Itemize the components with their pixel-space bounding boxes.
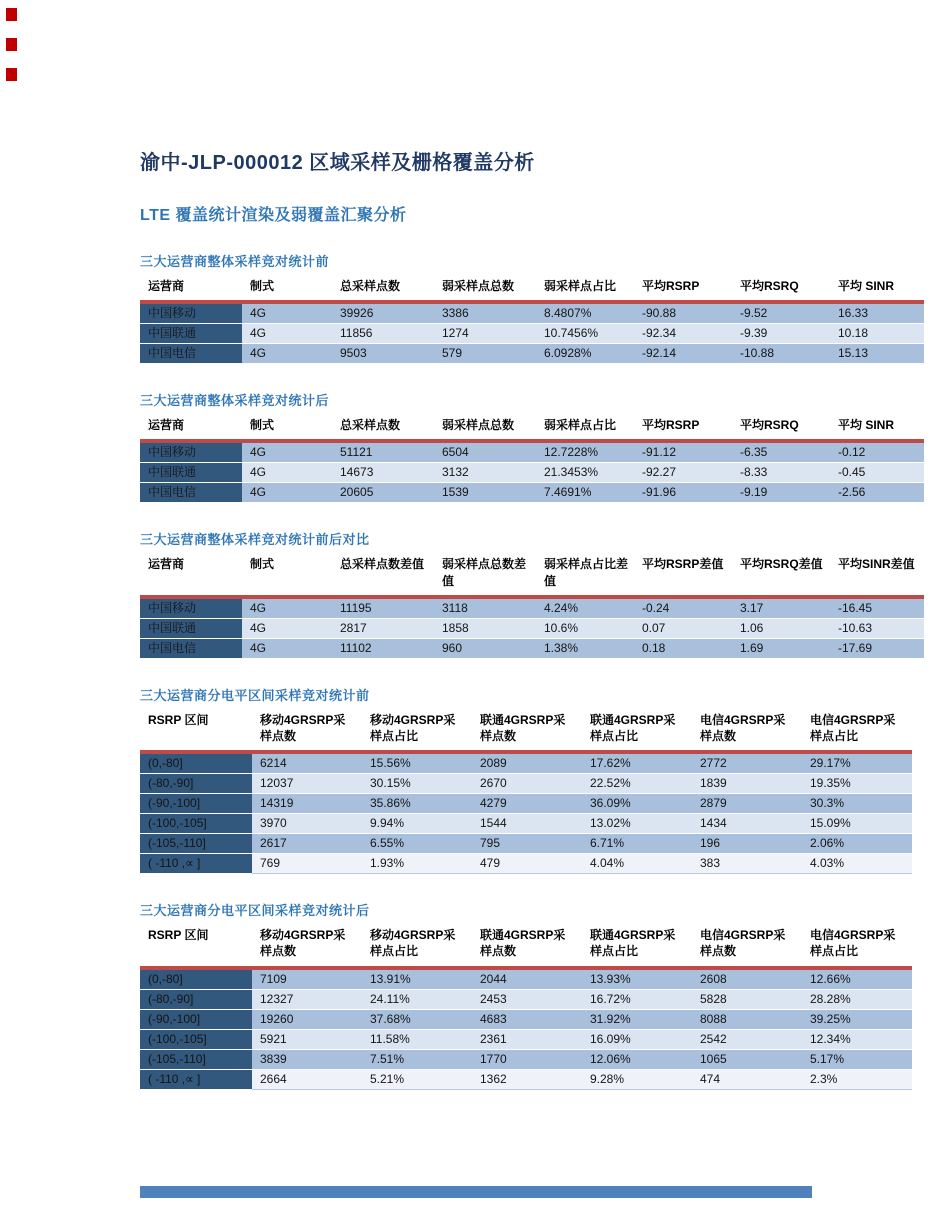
footer-bar [140,1186,812,1198]
data-cell: 4G [242,463,332,483]
column-header: 制式 [242,277,332,302]
column-header: 制式 [242,416,332,441]
data-cell: 21.3453% [536,463,634,483]
data-cell: -0.24 [634,597,732,619]
edge-revision-mark [6,8,17,21]
column-header: 电信4GRSRP采样点数 [692,926,802,967]
data-cell: 14673 [332,463,434,483]
table-row [140,483,924,503]
column-header: RSRP 区间 [140,926,252,967]
data-cell: 2670 [472,774,582,794]
data-cell: 6.55% [362,834,472,854]
data-cell: 30.15% [362,774,472,794]
data-cell: 4G [242,441,332,463]
data-table [140,555,924,658]
data-cell: 960 [434,638,536,658]
data-cell: 6.71% [582,834,692,854]
section-heading: 三大运营商整体采样竞对统计前 [140,254,330,269]
data-cell: 30.3% [802,794,912,814]
column-header: 弱采样点总数 [434,416,536,441]
data-cell: 9.28% [582,1069,692,1089]
sections-container [140,251,915,1090]
data-cell: 3970 [252,814,362,834]
data-cell: 4G [242,344,332,364]
row-header-cell: (-80,-90] [140,774,252,794]
column-header: 平均 SINR [830,277,924,302]
data-cell: 37.68% [362,1009,472,1029]
column-header: 总采样点数 [332,277,434,302]
table-row [140,302,924,324]
data-cell: 7.51% [362,1049,472,1069]
row-header-cell: (-90,-100] [140,794,252,814]
row-header-cell: ( -110 ,∝ ] [140,1069,252,1089]
data-cell: 4G [242,483,332,503]
data-cell: -9.39 [732,324,830,344]
data-cell: 28.28% [802,989,912,1009]
column-header: 总采样点数 [332,416,434,441]
data-cell: -9.52 [732,302,830,324]
data-cell: 31.92% [582,1009,692,1029]
data-cell: 19260 [252,1009,362,1029]
column-header: 平均RSRP [634,277,732,302]
document-content [140,0,915,1104]
data-cell: 1.69 [732,638,830,658]
data-cell: 3118 [434,597,536,619]
data-cell: 1362 [472,1069,582,1089]
row-header-cell: 中国联通 [140,618,242,638]
data-cell: 474 [692,1069,802,1089]
table-row [140,854,912,874]
row-header-cell: 中国电信 [140,483,242,503]
data-cell: -92.27 [634,463,732,483]
data-cell: 2542 [692,1029,802,1049]
data-cell: 6.0928% [536,344,634,364]
row-header-cell: (-100,-105] [140,814,252,834]
header-row [140,711,912,752]
data-cell: 2664 [252,1069,362,1089]
edge-revision-mark [6,38,17,51]
data-cell: 4.03% [802,854,912,874]
edge-revision-mark [6,68,17,81]
data-cell: 2089 [472,752,582,774]
column-header: 弱采样点占比 [536,277,634,302]
data-cell: 2608 [692,968,802,990]
column-header: RSRP 区间 [140,711,252,752]
column-header: 电信4GRSRP采样点数 [692,711,802,752]
data-cell: 12.66% [802,968,912,990]
column-header: 联通4GRSRP采样点占比 [582,711,692,752]
column-header: 平均RSRQ [732,416,830,441]
data-cell: 12.7228% [536,441,634,463]
page-subtitle: LTE 覆盖统计渲染及弱覆盖汇聚分析 [140,207,407,224]
data-cell: 1839 [692,774,802,794]
data-cell: 2044 [472,968,582,990]
data-cell: 1858 [434,618,536,638]
section-heading: 三大运营商分电平区间采样竞对统计前 [140,687,370,703]
data-cell: 1544 [472,814,582,834]
data-cell: -91.96 [634,483,732,503]
data-cell: 1.93% [362,854,472,874]
data-cell: 769 [252,854,362,874]
header-row [140,926,912,967]
column-header: 平均 SINR [830,416,924,441]
table-row [140,814,912,834]
data-cell: 12327 [252,989,362,1009]
data-cell: 12037 [252,774,362,794]
data-cell: -92.34 [634,324,732,344]
section-heading: 三大运营商分电平区间采样竞对统计后 [140,903,370,919]
data-cell: 479 [472,854,582,874]
data-cell: 17.62% [582,752,692,774]
row-header-cell: (-105,-110] [140,1049,252,1069]
page-title: 渝中-JLP-000012 区域采样及栅格覆盖分析 [140,152,535,174]
data-cell: 795 [472,834,582,854]
column-header: 弱采样点总数 [434,277,536,302]
data-cell: 14319 [252,794,362,814]
data-cell: 5921 [252,1029,362,1049]
data-cell: 16.09% [582,1029,692,1049]
row-header-cell: 中国移动 [140,441,242,463]
data-cell: 4G [242,618,332,638]
data-cell: -9.19 [732,483,830,503]
row-header-cell: (-80,-90] [140,989,252,1009]
table-row [140,463,924,483]
data-cell: -17.69 [830,638,924,658]
row-header-cell: 中国移动 [140,302,242,324]
data-cell: 5.17% [802,1049,912,1069]
data-cell: 4G [242,324,332,344]
data-cell: 29.17% [802,752,912,774]
row-header-cell: (-105,-110] [140,834,252,854]
data-cell: 8088 [692,1009,802,1029]
section-heading: 三大运营商整体采样竞对统计后 [140,393,330,409]
data-cell: 10.18 [830,324,924,344]
header-row [140,277,924,302]
data-cell: 2.3% [802,1069,912,1089]
column-header: 运营商 [140,416,242,441]
data-cell: 22.52% [582,774,692,794]
data-cell: 3386 [434,302,536,324]
data-cell: 5828 [692,989,802,1009]
data-cell: 11.58% [362,1029,472,1049]
column-header: 弱采样点总数差值 [434,555,536,596]
data-cell: 9503 [332,344,434,364]
data-cell: 6504 [434,441,536,463]
table-row [140,968,912,990]
data-cell: 4.04% [582,854,692,874]
data-cell: 16.33 [830,302,924,324]
data-cell: 1434 [692,814,802,834]
data-table [140,416,924,503]
data-cell: -6.35 [732,441,830,463]
data-cell: 11856 [332,324,434,344]
data-cell: -0.12 [830,441,924,463]
column-header: 弱采样点占比差值 [536,555,634,596]
table-row [140,834,912,854]
table-row [140,597,924,619]
data-cell: 15.09% [802,814,912,834]
data-cell: 2453 [472,989,582,1009]
data-cell: 196 [692,834,802,854]
column-header: 运营商 [140,555,242,596]
data-cell: 8.4807% [536,302,634,324]
column-header: 联通4GRSRP采样点数 [472,711,582,752]
row-header-cell: 中国电信 [140,344,242,364]
data-cell: 1770 [472,1049,582,1069]
column-header: 平均RSRP差值 [634,555,732,596]
data-cell: 2879 [692,794,802,814]
data-cell: 36.09% [582,794,692,814]
data-cell: 579 [434,344,536,364]
data-cell: 4683 [472,1009,582,1029]
column-header: 平均RSRP [634,416,732,441]
data-cell: 1274 [434,324,536,344]
column-header: 移动4GRSRP采样点占比 [362,711,472,752]
row-header-cell: 中国移动 [140,597,242,619]
data-table [140,926,912,1089]
data-cell: 16.72% [582,989,692,1009]
table-row [140,774,912,794]
row-header-cell: (-90,-100] [140,1009,252,1029]
data-cell: 12.06% [582,1049,692,1069]
data-cell: 51121 [332,441,434,463]
data-cell: 7.4691% [536,483,634,503]
data-cell: -10.63 [830,618,924,638]
data-cell: 2772 [692,752,802,774]
column-header: 运营商 [140,277,242,302]
data-cell: -2.56 [830,483,924,503]
data-cell: 15.13 [830,344,924,364]
data-cell: 2.06% [802,834,912,854]
data-cell: 35.86% [362,794,472,814]
data-cell: 4279 [472,794,582,814]
table-row [140,618,924,638]
data-cell: 383 [692,854,802,874]
data-cell: 10.7456% [536,324,634,344]
data-cell: 4G [242,302,332,324]
data-table [140,711,912,874]
data-cell: 11195 [332,597,434,619]
data-cell: 19.35% [802,774,912,794]
header-row [140,555,924,596]
data-cell: 7109 [252,968,362,990]
data-cell: 3839 [252,1049,362,1069]
data-cell: 2617 [252,834,362,854]
data-cell: 13.93% [582,968,692,990]
data-cell: 10.6% [536,618,634,638]
table-row [140,1049,912,1069]
data-cell: 1.06 [732,618,830,638]
row-header-cell: 中国联通 [140,324,242,344]
data-cell: 4.24% [536,597,634,619]
column-header: 弱采样点占比 [536,416,634,441]
row-header-cell: (0,-80] [140,752,252,774]
column-header: 总采样点数差值 [332,555,434,596]
column-header: 移动4GRSRP采样点数 [252,711,362,752]
data-cell: 1.38% [536,638,634,658]
data-cell: 2817 [332,618,434,638]
table-row [140,324,924,344]
data-cell: 12.34% [802,1029,912,1049]
data-cell: 39926 [332,302,434,324]
table-row [140,638,924,658]
data-cell: 3.17 [732,597,830,619]
column-header: 联通4GRSRP采样点占比 [582,926,692,967]
column-header: 平均RSRQ差值 [732,555,830,596]
data-cell: 39.25% [802,1009,912,1029]
table-row [140,344,924,364]
data-cell: 20605 [332,483,434,503]
table-row [140,1029,912,1049]
column-header: 电信4GRSRP采样点占比 [802,926,912,967]
data-cell: 1065 [692,1049,802,1069]
data-cell: 1539 [434,483,536,503]
data-cell: 4G [242,638,332,658]
data-cell: 5.21% [362,1069,472,1089]
section-heading: 三大运营商整体采样竞对统计前后对比 [140,532,370,548]
data-cell: -16.45 [830,597,924,619]
column-header: 移动4GRSRP采样点占比 [362,926,472,967]
row-header-cell: 中国联通 [140,463,242,483]
column-header: 联通4GRSRP采样点数 [472,926,582,967]
data-cell: 2361 [472,1029,582,1049]
table-row [140,989,912,1009]
column-header: 电信4GRSRP采样点占比 [802,711,912,752]
data-cell: 13.02% [582,814,692,834]
data-cell: -8.33 [732,463,830,483]
data-cell: -0.45 [830,463,924,483]
data-cell: 15.56% [362,752,472,774]
data-cell: -91.12 [634,441,732,463]
column-header: 平均RSRQ [732,277,830,302]
data-cell: -92.14 [634,344,732,364]
data-cell: 4G [242,597,332,619]
data-cell: 0.18 [634,638,732,658]
data-cell: 11102 [332,638,434,658]
table-row [140,1009,912,1029]
data-cell: 3132 [434,463,536,483]
data-cell: -90.88 [634,302,732,324]
table-row [140,1069,912,1089]
row-header-cell: 中国电信 [140,638,242,658]
data-table [140,277,924,364]
table-row [140,441,924,463]
column-header: 平均SINR差值 [830,555,924,596]
data-cell: 13.91% [362,968,472,990]
data-cell: -10.88 [732,344,830,364]
column-header: 制式 [242,555,332,596]
header-row [140,416,924,441]
data-cell: 6214 [252,752,362,774]
table-row [140,752,912,774]
data-cell: 24.11% [362,989,472,1009]
column-header: 移动4GRSRP采样点数 [252,926,362,967]
row-header-cell: ( -110 ,∝ ] [140,854,252,874]
row-header-cell: (0,-80] [140,968,252,990]
data-cell: 9.94% [362,814,472,834]
row-header-cell: (-100,-105] [140,1029,252,1049]
data-cell: 0.07 [634,618,732,638]
table-row [140,794,912,814]
